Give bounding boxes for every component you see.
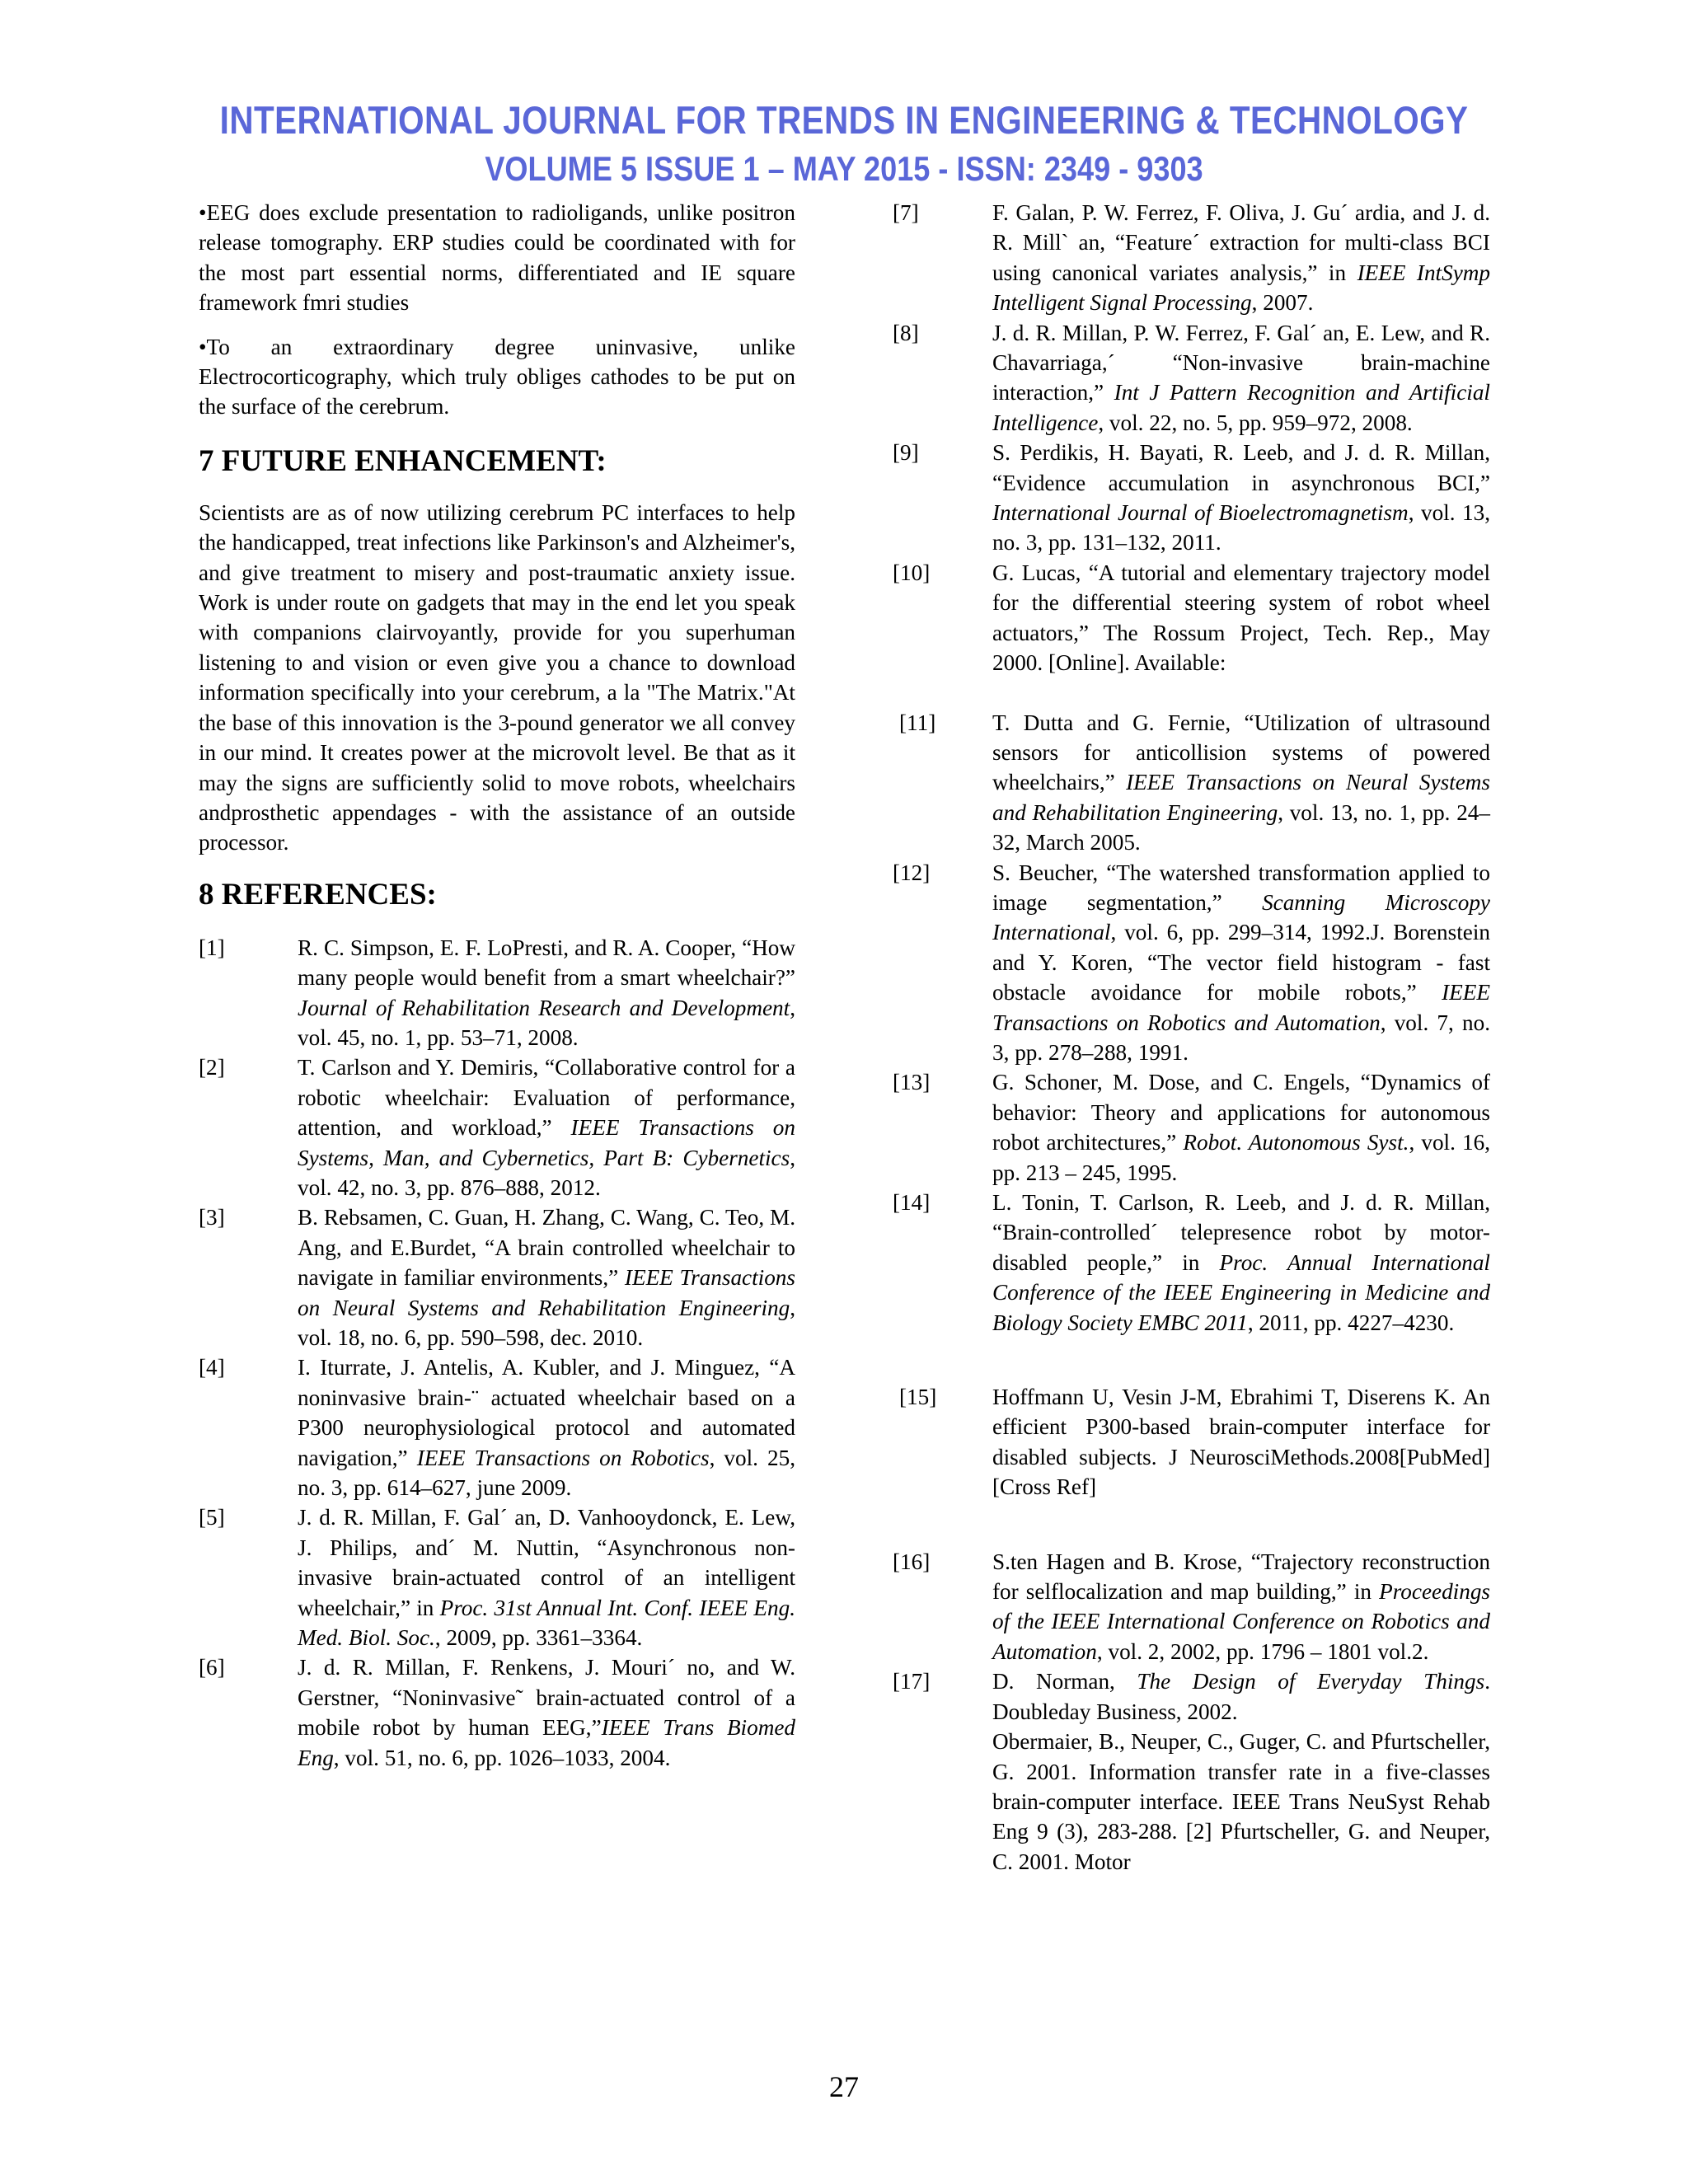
reference-text: I. Iturrate, J. Antelis, A. Kubler, and J. Minguez, “A noninvasive brain-¨ actuated wheelchair based on a P300 neurophysiological protocol and automated navigation,” IEEE Transactions on Robotics, vol. 25, no. 3, pp. 614–627, june 2009.	[298, 1355, 795, 1501]
reference-number: [9]	[893, 440, 919, 466]
reference-text: S. Perdikis, H. Bayati, R. Leeb, and J. d. R. Millan, “Evidence accumulation in asynchronous BCI,” International Journal of Bioelectromagnetism, vol. 13, no. 3, pp. 131–132, 2011.	[992, 440, 1490, 555]
reference-number: [17]	[893, 1669, 931, 1694]
reference-number: [7]	[893, 200, 919, 225]
reference-text: D. Norman, The Design of Everyday Things. Doubleday Business, 2002.	[992, 1669, 1490, 1724]
reference-item	[893, 1188, 1490, 1338]
continuation-text: Obermaier, B., Neuper, C., Guger, C. and Pfurtscheller, G. 2001. Information transfer rate in a five-classes brain-computer interface. IEEE Trans NeuSyst Rehab Eng 9 (3), 283-288. [2] Pfurtscheller, G. and Neuper, C. 2001. Motor	[992, 1729, 1490, 1874]
reference-item	[893, 318, 1490, 438]
section-heading-references: 8 REFERENCES:	[199, 877, 437, 912]
reference-text: Hoffmann U, Vesin J-M, Ebrahimi T, Diserens K. An efficient P300-based brain-computer interface for disabled subjects. J NeurosciMethods.2008[PubMed] [Cross Ref]	[992, 1385, 1490, 1500]
reference-item	[893, 198, 1490, 318]
reference-item	[199, 1502, 795, 1652]
section-heading-future-enhancement: 7 FUTURE ENHANCEMENT:	[199, 443, 607, 478]
reference-item	[199, 1652, 795, 1773]
reference-text: L. Tonin, T. Carlson, R. Leeb, and J. d. R. Millan, “Brain-controlled´ telepresence robot by motor-disabled people,” in Proc. Annual International Conference of the IEEE Engineering in Medicine and Biology Society EMBC 2011, 2011, pp. 4227–4230.	[992, 1190, 1490, 1335]
reference-item	[893, 708, 1490, 858]
reference-item	[893, 1547, 1490, 1667]
reference-number: [1]	[199, 935, 225, 960]
reference-text: J. d. R. Millan, F. Renkens, J. Mouri´ no, and W. Gerstner, “Noninvasive˜ brain-actuated control of a mobile robot by human EEG,”IEEE Trans Biomed Eng, vol. 51, no. 6, pp. 1026–1033, 2004.	[298, 1655, 795, 1770]
reference-text: G. Lucas, “A tutorial and elementary trajectory model for the differential steering system of robot wheel actuators,” The Rossum Project, Tech. Rep., May 2000. [Online]. Available:	[992, 560, 1490, 676]
reference-number: [14]	[893, 1190, 931, 1215]
bullet-paragraph-1: •EEG does exclude presentation to radioligands, unlike positron release tomography. ERP studies could be coordinated with for the most part essential norms, differentiated and IE square framework fmri studies	[199, 200, 795, 316]
reference-item	[199, 1202, 795, 1352]
reference-text: R. C. Simpson, E. F. LoPresti, and R. A. Cooper, “How many people would benefit from a smart wheelchair?” Journal of Rehabilitation Research and Development, vol. 45, no. 1, pp. 53–71, 2008.	[298, 935, 795, 1050]
reference-text: F. Galan, P. W. Ferrez, F. Oliva, J. Gu´ ardia, and J. d. R. Mill` an, “Feature´ extraction for multi-class BCI using canonical variates analysis,” in IEEE IntSymp Intelligent Signal Processing, 2007.	[992, 200, 1490, 316]
reference-item	[199, 933, 795, 1053]
reference-number: [3]	[199, 1205, 225, 1230]
reference-text: S. Beucher, “The watershed transformation applied to image segmentation,” Scanning Microscopy International, vol. 6, pp. 299–314, 1992.J. Borenstein and Y. Koren, “The vector field histogram - fast obstacle avoidance for mobile robots,” IEEE Transactions on Robotics and Automation, vol. 7, no. 3, pp. 278–288, 1991.	[992, 860, 1490, 1065]
reference-number: [12]	[893, 860, 931, 885]
journal-title: INTERNATIONAL JOURNAL FOR TRENDS IN ENGINEERING & TECHNOLOGY	[219, 98, 1469, 142]
reference-number: [11]	[899, 710, 936, 735]
reference-item	[893, 558, 1490, 678]
reference-item	[893, 1382, 1490, 1502]
reference-number: [15]	[899, 1385, 937, 1410]
reference-text: G. Schoner, M. Dose, and C. Engels, “Dynamics of behavior: Theory and applications for autonomous robot architectures,” Robot. Autonomous Syst., vol. 16, pp. 213 – 245, 1995.	[992, 1070, 1491, 1185]
reference-text: S.ten Hagen and B. Krose, “Trajectory reconstruction for selflocalization and map building,” in Proceedings of the IEEE International Conference on Robotics and Automation, vol. 2, 2002, pp. 1796 – 1801 vol.2.	[992, 1549, 1490, 1664]
reference-text: J. d. R. Millan, F. Gal´ an, D. Vanhooydonck, E. Lew, J. Philips, and´ M. Nuttin, “Asynchronous non-invasive brain-actuated control of an intelligent wheelchair,” in Proc. 31st Annual Int. Conf. IEEE Eng. Med. Biol. Soc., 2009, pp. 3361–3364.	[298, 1505, 795, 1651]
right-column	[893, 198, 1490, 1877]
reference-text: T. Dutta and G. Fernie, “Utilization of ultrasound sensors for anticollision systems of powered wheelchairs,” IEEE Transactions on Neural Systems and Rehabilitation Engineering, vol. 13, no. 1, pp. 24–32, March 2005.	[992, 710, 1490, 855]
reference-item	[199, 1052, 795, 1202]
reference-item	[893, 858, 1490, 1068]
reference-text: J. d. R. Millan, P. W. Ferrez, F. Gal´ an, E. Lew, and R. Chavarriaga,´ “Non-invasive brain-machine interaction,” Int J Pattern Recognition and Artificial Intelligence, vol. 22, no. 5, pp. 959–972, 2008.	[992, 320, 1490, 435]
left-column	[199, 198, 795, 1773]
reference-item	[893, 1067, 1490, 1188]
reference-number: [4]	[199, 1355, 225, 1380]
reference-number: [8]	[893, 320, 919, 345]
bullet-paragraph-2: •To an extraordinary degree uninvasive, unlike Electrocorticography, which truly obliges cathodes to be put on the surface of the cerebrum.	[199, 334, 795, 419]
reference-number: [5]	[199, 1505, 225, 1530]
reference-text: B. Rebsamen, C. Guan, H. Zhang, C. Wang, C. Teo, M. Ang, and E.Burdet, “A brain controlled wheelchair to navigate in familiar environments,” IEEE Transactions on Neural Systems and Rehabilitation Engineering, vol. 18, no. 6, pp. 590–598, dec. 2010.	[298, 1205, 795, 1350]
issue-line: VOLUME 5 ISSUE 1 – MAY 2015 - ISSN: 2349 - 9303	[485, 149, 1203, 188]
reference-item	[893, 438, 1490, 558]
reference-text: T. Carlson and Y. Demiris, “Collaborative control for a robotic wheelchair: Evaluation of performance, attention, and workload,” IEEE Transactions on Systems, Man, and Cybernetics, Part B: Cybernetics, vol. 42, no. 3, pp. 876–888, 2012.	[298, 1055, 795, 1200]
future-enhancement-body: Scientists are as of now utilizing cerebrum PC interfaces to help the handicapped, treat infections like Parkinson's and Alzheimer's, and give treatment to misery and post-traumatic anxiety issue. Work is under route on gadgets that may in the end let you speak with companions clairvoyantly, provide for you superhuman listening to and vision or even give you a chance to download information specifically into your cerebrum, a la "The Matrix."At the base of this innovation is the 3-pound generator we all convey in our mind. It creates power at the microvolt level. Be that as it may the signs are sufficiently solid to move robots, wheelchairs andprosthetic appendages - with the assistance of an outside processor.	[199, 499, 795, 855]
reference-number: [13]	[893, 1070, 931, 1095]
reference-item	[199, 1352, 795, 1502]
reference-number: [16]	[893, 1549, 931, 1574]
reference-number: [6]	[199, 1655, 225, 1680]
reference-item	[893, 1666, 1490, 1727]
page-number: 27	[829, 2070, 859, 2103]
reference-number: [10]	[893, 560, 931, 585]
reference-number: [2]	[199, 1055, 225, 1080]
